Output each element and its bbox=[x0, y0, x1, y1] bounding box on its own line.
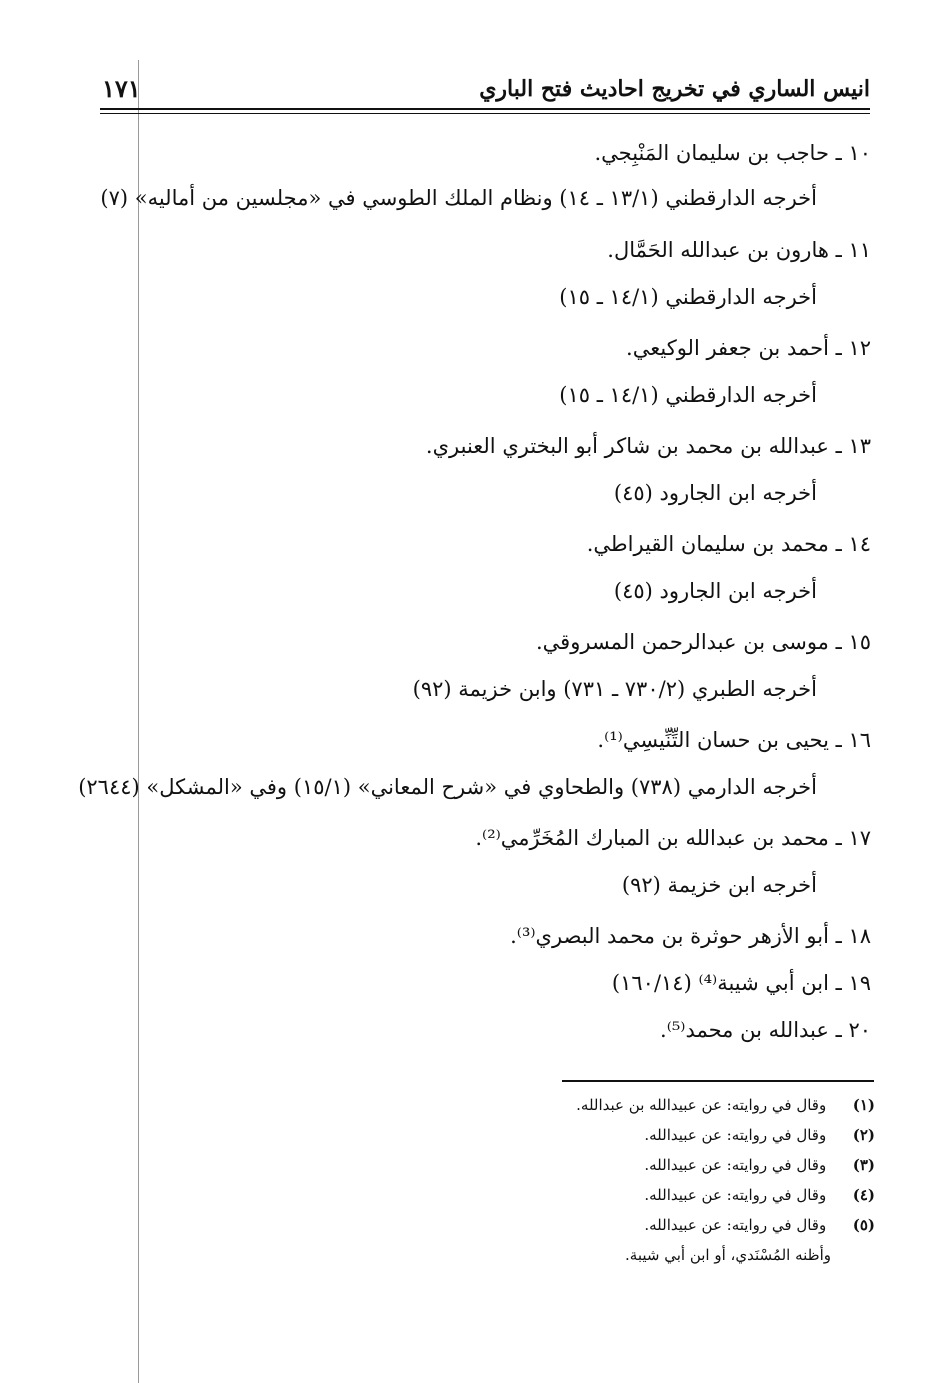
footnote bbox=[644, 1214, 875, 1236]
source-line: أخرجه الطبري (٧٣٠/٢ ـ ٧٣١) وابن خزيمة (٩٢) bbox=[412, 677, 817, 701]
narrator-entry: ١٢ ـ أحمد بن جعفر الوكيعي. bbox=[626, 336, 871, 360]
footnote bbox=[644, 1154, 875, 1176]
narrator-entry: ١٠ ـ حاجب بن سليمان المَنْبِجي. bbox=[594, 141, 871, 165]
footnote-text: وقال في روايته: عن عبيدالله. bbox=[644, 1216, 827, 1234]
page-fold-shadow bbox=[138, 60, 139, 1383]
footnote bbox=[644, 1124, 875, 1146]
footnote-number: (٣) bbox=[852, 1156, 875, 1174]
footnote bbox=[644, 1184, 875, 1206]
source-line: أخرجه الدارقطني (١٣/١ ـ ١٤) ونظام الملك الطوسي في «مجلسين من أماليه» (٧) bbox=[100, 186, 817, 210]
narrator-entry: ١١ ـ هارون بن عبدالله الحَمَّال. bbox=[607, 238, 871, 262]
source-line: أخرجه ابن الجارود (٤٥) bbox=[613, 579, 817, 603]
footnote-text: وقال في روايته: عن عبيدالله. bbox=[644, 1186, 827, 1204]
footnote-text: وقال في روايته: عن عبيدالله. bbox=[644, 1126, 827, 1144]
footnote-number: (٥) bbox=[852, 1216, 875, 1234]
running-title: انيس الساري في تخريج احاديث فتح الباري bbox=[479, 76, 870, 102]
narrator-entry: ١٣ ـ عبدالله بن محمد بن شاكر أبو البختري العنبري. bbox=[425, 434, 871, 458]
narrator-entry: ١٨ ـ أبو الأزهر حوثرة بن محمد البصري⁽³⁾. bbox=[510, 924, 871, 948]
footnote-continuation: وأظنه المُسْنَدي، أو ابن أبي شيبة. bbox=[625, 1246, 831, 1264]
source-line: أخرجه ابن خزيمة (٩٢) bbox=[621, 873, 817, 897]
footnote-number: (٤) bbox=[852, 1186, 875, 1204]
header-rule-thick bbox=[100, 108, 870, 110]
source-line: أخرجه الدارمي (٧٣٨) والطحاوي في «شرح المعاني» (١٥/١) وفي «المشكل» (٢٦٤٤) bbox=[78, 775, 817, 799]
narrator-entry: ١٥ ـ موسى بن عبدالرحمن المسروقي. bbox=[536, 630, 871, 654]
page-number: ١٧١ bbox=[102, 74, 141, 103]
source-line: أخرجه الدارقطني (١٤/١ ـ ١٥) bbox=[559, 285, 817, 309]
source-line: أخرجه ابن الجارود (٤٥) bbox=[613, 481, 817, 505]
footnote-text: وقال في روايته: عن عبيدالله بن عبدالله. bbox=[576, 1096, 827, 1114]
footnote-separator bbox=[562, 1080, 874, 1082]
footnote-number: (٢) bbox=[852, 1126, 875, 1144]
narrator-entry: ٢٠ ـ عبدالله بن محمد⁽⁵⁾. bbox=[660, 1018, 871, 1042]
footnote-text: وقال في روايته: عن عبيدالله. bbox=[644, 1156, 827, 1174]
narrator-entry: ١٩ ـ ابن أبي شيبة⁽⁴⁾ (١٦٠/١٤) bbox=[611, 971, 871, 995]
narrator-entry: ١٦ ـ يحيى بن حسان التِّنِّيسِي⁽¹⁾. bbox=[597, 728, 871, 752]
narrator-entry: ١٤ ـ محمد بن سليمان القيراطي. bbox=[586, 532, 871, 556]
narrator-entry: ١٧ ـ محمد بن عبدالله بن المبارك المُخَرِّمي⁽²⁾. bbox=[475, 826, 871, 850]
running-head bbox=[100, 74, 870, 104]
footnote bbox=[576, 1094, 875, 1116]
footnote-number: (١) bbox=[852, 1096, 875, 1114]
source-line: أخرجه الدارقطني (١٤/١ ـ ١٥) bbox=[559, 383, 817, 407]
header-rule-thin bbox=[100, 113, 870, 114]
